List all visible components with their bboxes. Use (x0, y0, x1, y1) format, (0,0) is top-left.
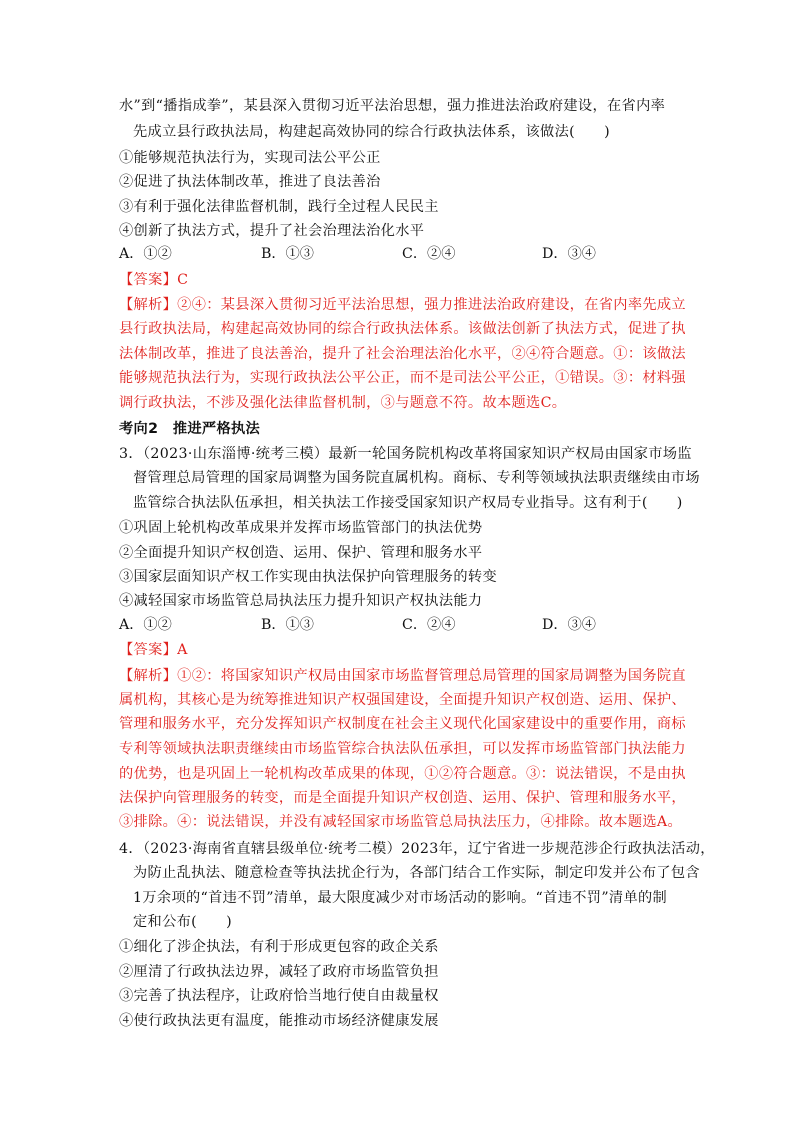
q2-analysis-line-2: 县行政执法局，构建起高效协同的综合行政执法体系。该做法创新了执法方式，促进了执 (119, 321, 686, 337)
q2-item-4: ④创新了执法方式，提升了社会治理法治化水平 (119, 223, 425, 239)
q3-option-a: A．①② (119, 617, 172, 633)
q4-item-4: ④使行政执法更有温度，能推动市场经济健康发展 (119, 1013, 439, 1029)
q3-analysis-line-7: ③排除。④：说法错误，并没有减轻国家市场监管总局执法压力，④排除。故本题选A。 (119, 814, 683, 830)
q3-item-1: ①巩固上轮机构改革成果并发挥市场监管部门的执法优势 (119, 520, 483, 536)
q2-analysis-line-1: 【解析】②④：某县深入贯彻习近平法治思想，强力推进法治政府建设，在省内率先成立 (119, 297, 686, 313)
q3-answer: 【答案】A (119, 642, 188, 658)
q3-option-d: D．③④ (542, 617, 596, 633)
q3-stem-line-1: 3．（2023·山东淄博·统考三模）最新一轮国务院机构改革将国家知识产权局由国家市场监 (119, 446, 692, 462)
q2-stem-line-1: 水”到“播指成拳”，某县深入贯彻习近平法治思想，强力推进法治政府建设，在省内率 (119, 98, 666, 114)
q2-option-c: C．②④ (402, 246, 456, 262)
q3-analysis-line-1: 【解析】①②：将国家知识产权局由国家市场监督管理总局管理的国家局调整为国务院直 (119, 668, 686, 684)
q4-stem-line-1: 4．（2023·海南省直辖县级单位·统考二模）2023年，辽宁省进一步规范涉企行政执法活动， (119, 841, 715, 857)
q4-item-2: ②厘清了行政执法边界，减轻了政府市场监管负担 (119, 964, 439, 980)
q2-item-3: ③有利于强化法律监督机制，践行全过程人民民主 (119, 199, 439, 215)
q2-analysis-line-5: 调行政执法，不涉及强化法律监督机制，③与题意不符。故本题选C。 (119, 395, 567, 411)
q2-analysis-line-4: 能够规范执法行为，实现行政执法公平公正，而不是司法公平公正，①错误。③：材料强 (119, 370, 686, 386)
q2-item-1: ①能够规范执法行为，实现司法公平公正 (119, 150, 381, 166)
q3-analysis-line-4: 专利等领域执法职责继续由市场监管综合执法队伍承担，可以发挥市场监管部门执法能力 (119, 741, 686, 757)
q3-item-4: ④减轻国家市场监管总局执法压力提升知识产权执法能力 (119, 593, 483, 609)
q3-stem-line-2: 督管理总局管理的国家局调整为国务院直属机构。商标、专利等领域执法职责继续由市场 (133, 470, 700, 486)
q4-item-3: ③完善了执法程序，让政府恰当地行使自由裁量权 (119, 988, 439, 1004)
q3-option-c: C．②④ (402, 617, 456, 633)
q4-item-1: ①细化了涉企执法，有利于形成更包容的政企关系 (119, 939, 439, 955)
section-heading: 考向2 推进严格执法 (119, 421, 261, 437)
q2-option-b: B．①③ (261, 246, 314, 262)
q2-analysis-line-3: 法体制改革，推进了良法善治，提升了社会治理法治化水平，②④符合题意。①：该做法 (119, 346, 686, 362)
q2-answer: 【答案】C (119, 272, 189, 288)
q2-item-2: ②促进了执法体制改革，推进了良法善治 (119, 174, 381, 190)
q2-stem-line-2: 先成立县行政执法局，构建起高效协同的综合行政执法体系，该做法( ) (133, 124, 610, 140)
q4-stem-line-3: 1万余项的“首违不罚”清单，最大限度减少对市场活动的影响。“首违不罚”清单的制 (133, 890, 668, 906)
q2-option-a: A．①② (119, 246, 172, 262)
q3-item-3: ③国家层面知识产权工作实现由执法保护向管理服务的转变 (119, 569, 497, 585)
q3-analysis-line-5: 的优势，也是巩固上一轮机构改革成果的体现，①②符合题意。③：说法错误，不是由执 (119, 766, 686, 782)
q2-option-d: D．③④ (542, 246, 596, 262)
q3-analysis-line-3: 管理和服务水平，充分发挥知识产权制度在社会主义现代化国家建设中的重要作用，商标 (119, 716, 686, 732)
q3-option-b: B．①③ (261, 617, 314, 633)
q3-analysis-line-6: 法保护向管理服务的转变，而是全面提升知识产权创造、运用、保护、管理和服务水平， (119, 790, 686, 806)
q4-stem-line-4: 定和公布( ) (133, 914, 232, 930)
q3-stem-line-3: 监管综合执法队伍承担，相关执法工作接受国家知识产权局专业指导。这有利于( ) (133, 495, 683, 511)
q3-item-2: ②全面提升知识产权创造、运用、保护、管理和服务水平 (119, 545, 483, 561)
q3-analysis-line-2: 属机构，其核心是为统筹推进知识产权强国建设，全面提升知识产权创造、运用、保护、 (119, 692, 686, 708)
q4-stem-line-2: 为防止乱执法、随意检查等执法扰企行为，各部门结合工作实际，制定印发并公布了包含 (133, 865, 700, 881)
